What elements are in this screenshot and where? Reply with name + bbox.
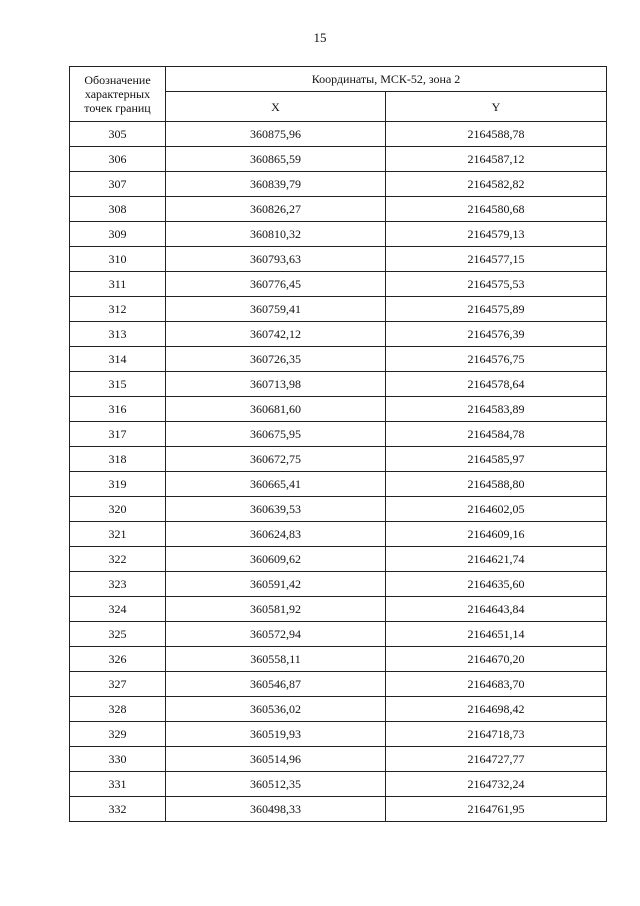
y-coordinate-cell: 2164718,73 xyxy=(386,722,607,747)
y-coordinate-cell: 2164582,82 xyxy=(386,172,607,197)
y-coordinate-cell: 2164585,97 xyxy=(386,447,607,472)
page-number: 15 xyxy=(313,30,327,45)
header-y: Y xyxy=(386,92,607,122)
table-row xyxy=(70,772,607,797)
x-coordinate-cell: 360609,62 xyxy=(166,547,386,572)
point-id-cell: 326 xyxy=(70,647,166,672)
table-row xyxy=(70,197,607,222)
point-id-cell: 321 xyxy=(70,522,166,547)
x-coordinate-cell: 360639,53 xyxy=(166,497,386,522)
table-row xyxy=(70,472,607,497)
point-id-cell: 330 xyxy=(70,747,166,772)
header-point-label-line-1: Обозначение xyxy=(84,73,151,87)
table-row xyxy=(70,247,607,272)
y-coordinate-cell: 2164587,12 xyxy=(386,147,607,172)
table-row xyxy=(70,522,607,547)
table-row xyxy=(70,597,607,622)
table-row xyxy=(70,722,607,747)
x-coordinate-cell: 360839,79 xyxy=(166,172,386,197)
point-id-cell: 319 xyxy=(70,472,166,497)
y-coordinate-cell: 2164635,60 xyxy=(386,572,607,597)
y-coordinate-cell: 2164577,15 xyxy=(386,247,607,272)
header-point-label-line-2: характерных xyxy=(84,87,151,101)
point-id-cell: 331 xyxy=(70,772,166,797)
x-coordinate-cell: 360726,35 xyxy=(166,347,386,372)
table-row xyxy=(70,447,607,472)
x-coordinate-cell: 360558,11 xyxy=(166,647,386,672)
y-coordinate-cell: 2164609,16 xyxy=(386,522,607,547)
x-coordinate-cell: 360514,96 xyxy=(166,747,386,772)
y-coordinate-cell: 2164602,05 xyxy=(386,497,607,522)
point-id-cell: 327 xyxy=(70,672,166,697)
header-point-label-line-3: точек границ xyxy=(84,101,151,115)
y-coordinate-cell: 2164579,13 xyxy=(386,222,607,247)
point-id-cell: 313 xyxy=(70,322,166,347)
point-id-cell: 314 xyxy=(70,347,166,372)
x-coordinate-cell: 360826,27 xyxy=(166,197,386,222)
y-coordinate-cell: 2164575,89 xyxy=(386,297,607,322)
table-row xyxy=(70,322,607,347)
y-coordinate-cell: 2164683,70 xyxy=(386,672,607,697)
point-id-cell: 318 xyxy=(70,447,166,472)
point-id-cell: 317 xyxy=(70,422,166,447)
point-id-cell: 328 xyxy=(70,697,166,722)
x-coordinate-cell: 360591,42 xyxy=(166,572,386,597)
table-body xyxy=(70,122,607,822)
point-id-cell: 312 xyxy=(70,297,166,322)
table-row xyxy=(70,697,607,722)
table-header xyxy=(70,67,607,122)
x-coordinate-cell: 360713,98 xyxy=(166,372,386,397)
table-row xyxy=(70,422,607,447)
table-row xyxy=(70,297,607,322)
x-coordinate-cell: 360810,32 xyxy=(166,222,386,247)
point-id-cell: 322 xyxy=(70,547,166,572)
point-id-cell: 329 xyxy=(70,722,166,747)
point-id-cell: 311 xyxy=(70,272,166,297)
x-coordinate-cell: 360776,45 xyxy=(166,272,386,297)
x-coordinate-cell: 360681,60 xyxy=(166,397,386,422)
point-id-cell: 315 xyxy=(70,372,166,397)
y-coordinate-cell: 2164576,39 xyxy=(386,322,607,347)
x-coordinate-cell: 360536,02 xyxy=(166,697,386,722)
header-x: X xyxy=(166,92,386,122)
table-row xyxy=(70,222,607,247)
table-row xyxy=(70,797,607,822)
table-row xyxy=(70,372,607,397)
y-coordinate-cell: 2164584,78 xyxy=(386,422,607,447)
table-row xyxy=(70,622,607,647)
x-coordinate-cell: 360875,96 xyxy=(166,122,386,147)
point-id-cell: 320 xyxy=(70,497,166,522)
y-coordinate-cell: 2164576,75 xyxy=(386,347,607,372)
x-coordinate-cell: 360572,94 xyxy=(166,622,386,647)
point-id-cell: 307 xyxy=(70,172,166,197)
point-id-cell: 325 xyxy=(70,622,166,647)
x-coordinate-cell: 360675,95 xyxy=(166,422,386,447)
table-row xyxy=(70,172,607,197)
point-id-cell: 316 xyxy=(70,397,166,422)
coordinates-table xyxy=(69,66,607,822)
table-row xyxy=(70,647,607,672)
x-coordinate-cell: 360512,35 xyxy=(166,772,386,797)
y-coordinate-cell: 2164588,80 xyxy=(386,472,607,497)
point-id-cell: 305 xyxy=(70,122,166,147)
table-row xyxy=(70,347,607,372)
y-coordinate-cell: 2164698,42 xyxy=(386,697,607,722)
table-row xyxy=(70,147,607,172)
table-row xyxy=(70,572,607,597)
table-row xyxy=(70,547,607,572)
y-coordinate-cell: 2164670,20 xyxy=(386,647,607,672)
x-coordinate-cell: 360865,59 xyxy=(166,147,386,172)
table-row xyxy=(70,397,607,422)
x-coordinate-cell: 360742,12 xyxy=(166,322,386,347)
header-point-label xyxy=(70,67,166,122)
point-id-cell: 308 xyxy=(70,197,166,222)
y-coordinate-cell: 2164578,64 xyxy=(386,372,607,397)
table-row xyxy=(70,747,607,772)
y-coordinate-cell: 2164580,68 xyxy=(386,197,607,222)
point-id-cell: 306 xyxy=(70,147,166,172)
y-coordinate-cell: 2164575,53 xyxy=(386,272,607,297)
point-id-cell: 332 xyxy=(70,797,166,822)
table-row xyxy=(70,672,607,697)
y-coordinate-cell: 2164732,24 xyxy=(386,772,607,797)
point-id-cell: 309 xyxy=(70,222,166,247)
x-coordinate-cell: 360519,93 xyxy=(166,722,386,747)
x-coordinate-cell: 360793,63 xyxy=(166,247,386,272)
x-coordinate-cell: 360581,92 xyxy=(166,597,386,622)
x-coordinate-cell: 360624,83 xyxy=(166,522,386,547)
point-id-cell: 324 xyxy=(70,597,166,622)
y-coordinate-cell: 2164651,14 xyxy=(386,622,607,647)
y-coordinate-cell: 2164643,84 xyxy=(386,597,607,622)
x-coordinate-cell: 360665,41 xyxy=(166,472,386,497)
point-id-cell: 323 xyxy=(70,572,166,597)
x-coordinate-cell: 360759,41 xyxy=(166,297,386,322)
y-coordinate-cell: 2164621,74 xyxy=(386,547,607,572)
x-coordinate-cell: 360498,33 xyxy=(166,797,386,822)
point-id-cell: 310 xyxy=(70,247,166,272)
header-coordinates-group: Координаты, МСК-52, зона 2 xyxy=(166,67,607,92)
y-coordinate-cell: 2164583,89 xyxy=(386,397,607,422)
table-row xyxy=(70,272,607,297)
x-coordinate-cell: 360546,87 xyxy=(166,672,386,697)
y-coordinate-cell: 2164761,95 xyxy=(386,797,607,822)
x-coordinate-cell: 360672,75 xyxy=(166,447,386,472)
y-coordinate-cell: 2164588,78 xyxy=(386,122,607,147)
y-coordinate-cell: 2164727,77 xyxy=(386,747,607,772)
table-row xyxy=(70,497,607,522)
table-row xyxy=(70,122,607,147)
